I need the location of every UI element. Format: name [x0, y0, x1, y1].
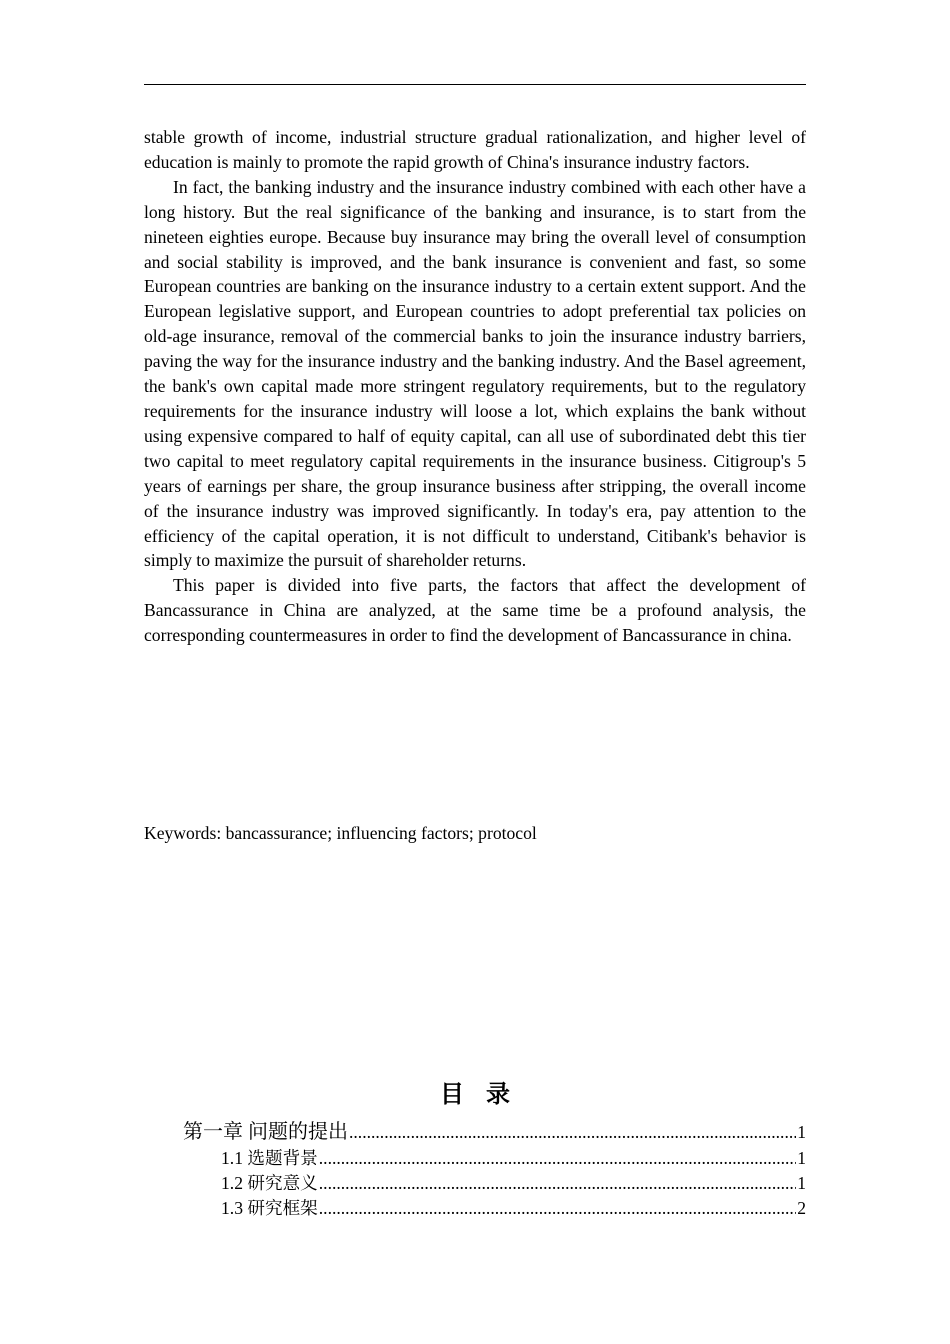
toc-dot-leader	[319, 1146, 796, 1170]
toc-entry-label: 1.1 选题背景	[221, 1148, 318, 1168]
toc-entry-section-1-2[interactable]	[221, 1171, 806, 1195]
toc-dot-leader	[349, 1118, 796, 1146]
abstract-body	[144, 125, 806, 648]
toc-entry-label: 第一章 问题的提出	[183, 1121, 348, 1143]
toc-entry-chapter-1[interactable]	[183, 1118, 806, 1146]
paragraph-structure: This paper is divided into five parts, the factors that affect the development of Bancassurance in China are analyzed, at the same time be a profound analysis, the corresponding countermeasures in order to find the development of Bancassurance in china.	[144, 575, 806, 646]
toc-entry-page: 1	[797, 1122, 806, 1142]
paragraph-continuation: stable growth of income, industrial structure gradual rationalization, and higher level of education is mainly to promote the rapid growth of China's insurance industry factors.	[144, 127, 806, 172]
toc-entry-label: 1.3 研究框架	[221, 1198, 318, 1218]
header-rule	[144, 84, 806, 85]
keywords-line: Keywords: bancassurance; influencing factors; protocol	[144, 823, 537, 843]
toc-entry-page: 1	[797, 1148, 806, 1168]
toc-dot-leader	[319, 1196, 796, 1220]
toc-entry-section-1-1[interactable]	[221, 1146, 806, 1170]
toc-entry-section-1-3[interactable]	[221, 1196, 806, 1220]
paragraph-history: In fact, the banking industry and the insurance industry combined with each other have a long history. But the real significance of the banking and insurance, is to start from the nineteen eighties europe. Because buy insurance may bring the overall level of consumption and social stability is improved, and the bank insurance is convenient and fast, so some European countries are banking on the insurance industry to a certain extent support. And the European legislative support, and European countries to adopt preferential tax policies on old-age insurance, removal of the commercial banks to join the insurance industry barriers, paving the way for the insurance industry and the banking industry. And the Basel agreement, the bank's own capital made more stringent regulatory requirements, but to the regulatory requirements for the insurance industry will loose a lot, which explains the bank without using expensive compared to half of equity capital, can all use of subordinated debt this tier two capital to meet regulatory capital requirements in the insurance business. Citigroup's 5 years of earnings per share, the group insurance business after stripping, the overall income of the insurance industry was improved significantly. In today's era, pay attention to the efficiency of the capital operation, it is not difficult to understand, Citibank's behavior is simply to maximize the pursuit of shareholder returns.	[144, 176, 806, 571]
toc-dot-leader	[319, 1171, 796, 1195]
toc-entry-page: 2	[797, 1198, 806, 1218]
toc-entry-label: 1.2 研究意义	[221, 1173, 318, 1193]
toc-entry-page: 1	[797, 1173, 806, 1193]
toc-title: 目录	[440, 1080, 532, 1108]
